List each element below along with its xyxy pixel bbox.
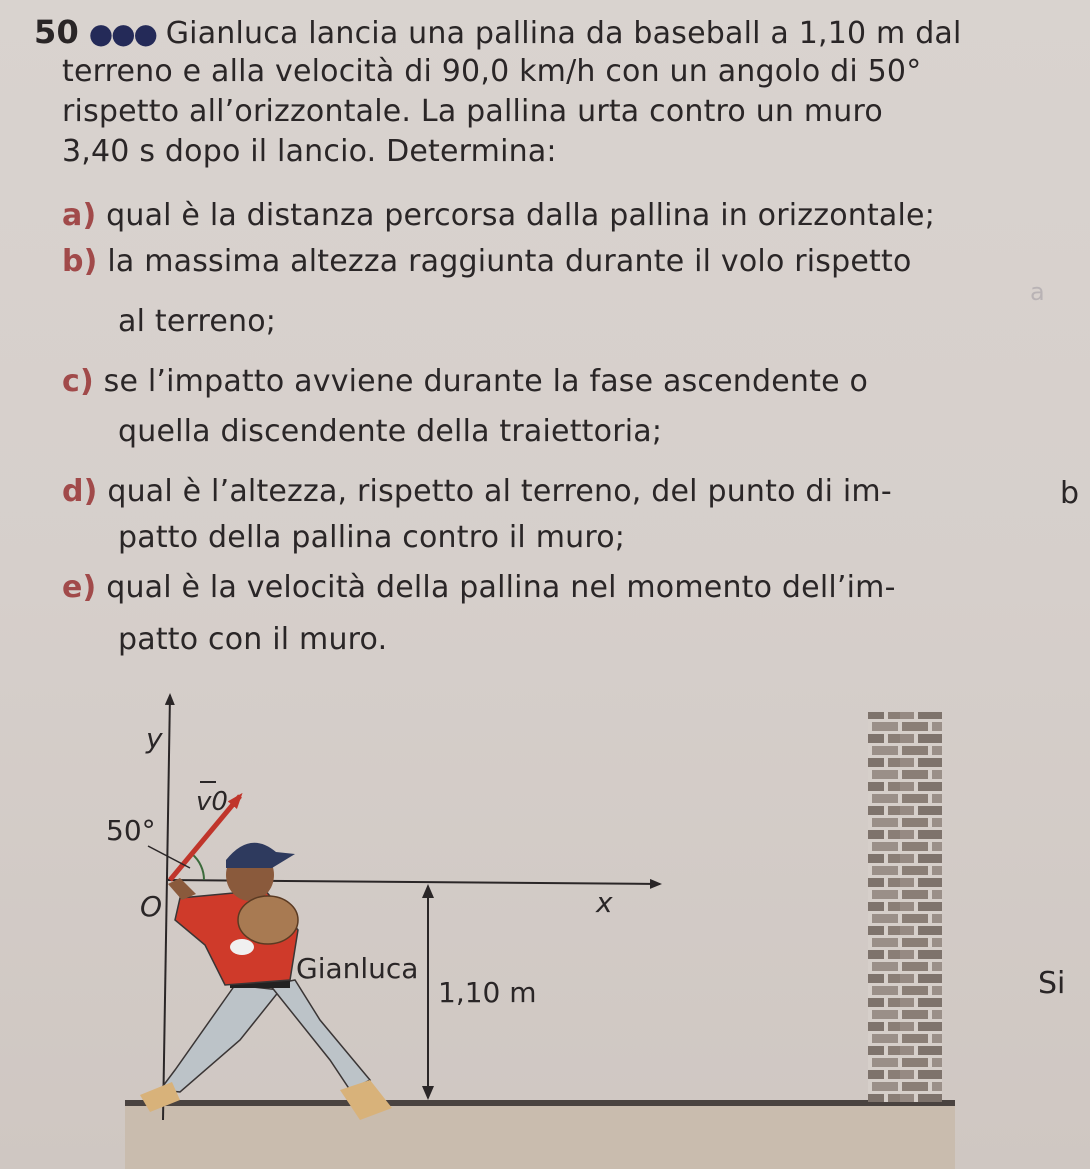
x-axis-label: x [596, 886, 613, 919]
intro-line-3: rispetto all’orizzontale. La pallina urta contro un muro [62, 94, 883, 129]
item-e-line-2: patto con il muro. [118, 622, 388, 657]
height-label: 1,10 m [438, 976, 537, 1009]
margin-text-si: Si [1038, 966, 1066, 1001]
angle-arc [192, 854, 204, 880]
item-b-line-2: al terreno; [118, 304, 277, 339]
origin-label: O [140, 890, 163, 923]
velocity-label: v0 [196, 787, 228, 817]
margin-letter-a: a [1030, 278, 1045, 306]
item-a-line-1: qual è la distanza percorsa dalla pallina in orizzontale; [106, 198, 936, 233]
y-axis [163, 695, 170, 1120]
item-d-letter: d) [62, 474, 98, 509]
item-a-letter: a) [62, 198, 97, 233]
item-d-line-2: patto della pallina contro il muro; [118, 520, 626, 555]
item-b-letter: b) [62, 244, 98, 279]
person-label: Gianluca [296, 952, 419, 985]
item-c-letter: c) [62, 364, 94, 399]
intro-line-1: Gianluca lancia una pallina da baseball a 1,10 m dal [165, 16, 962, 51]
brick-wall [868, 712, 942, 1102]
problem-number: 50 [34, 13, 79, 51]
ground [125, 1100, 955, 1169]
height-dimension [422, 884, 434, 1100]
item-e-letter: e) [62, 570, 97, 605]
difficulty-dots: ●●● [88, 17, 156, 50]
angle-pointer [148, 846, 190, 868]
item-d-line-1: qual è l’altezza, rispetto al terreno, del punto di im- [107, 474, 892, 509]
item-c-line-2: quella discendente della traiettoria; [118, 414, 663, 449]
intro-line-2: terreno e alla velocità di 90,0 km/h con un angolo di 50° [62, 54, 922, 89]
item-c-line-1: se l’impatto avviene durante la fase ascendente o [103, 364, 869, 399]
margin-letter-b: b [1060, 476, 1080, 511]
angle-label: 50° [106, 814, 156, 847]
y-axis-label: y [146, 722, 163, 755]
item-e-line-1: qual è la velocità della pallina nel momento dell’im- [106, 570, 896, 605]
item-b-line-1: la massima altezza raggiunta durante il volo rispetto [107, 244, 912, 279]
intro-line-4: 3,40 s dopo il lancio. Determina: [62, 134, 557, 169]
